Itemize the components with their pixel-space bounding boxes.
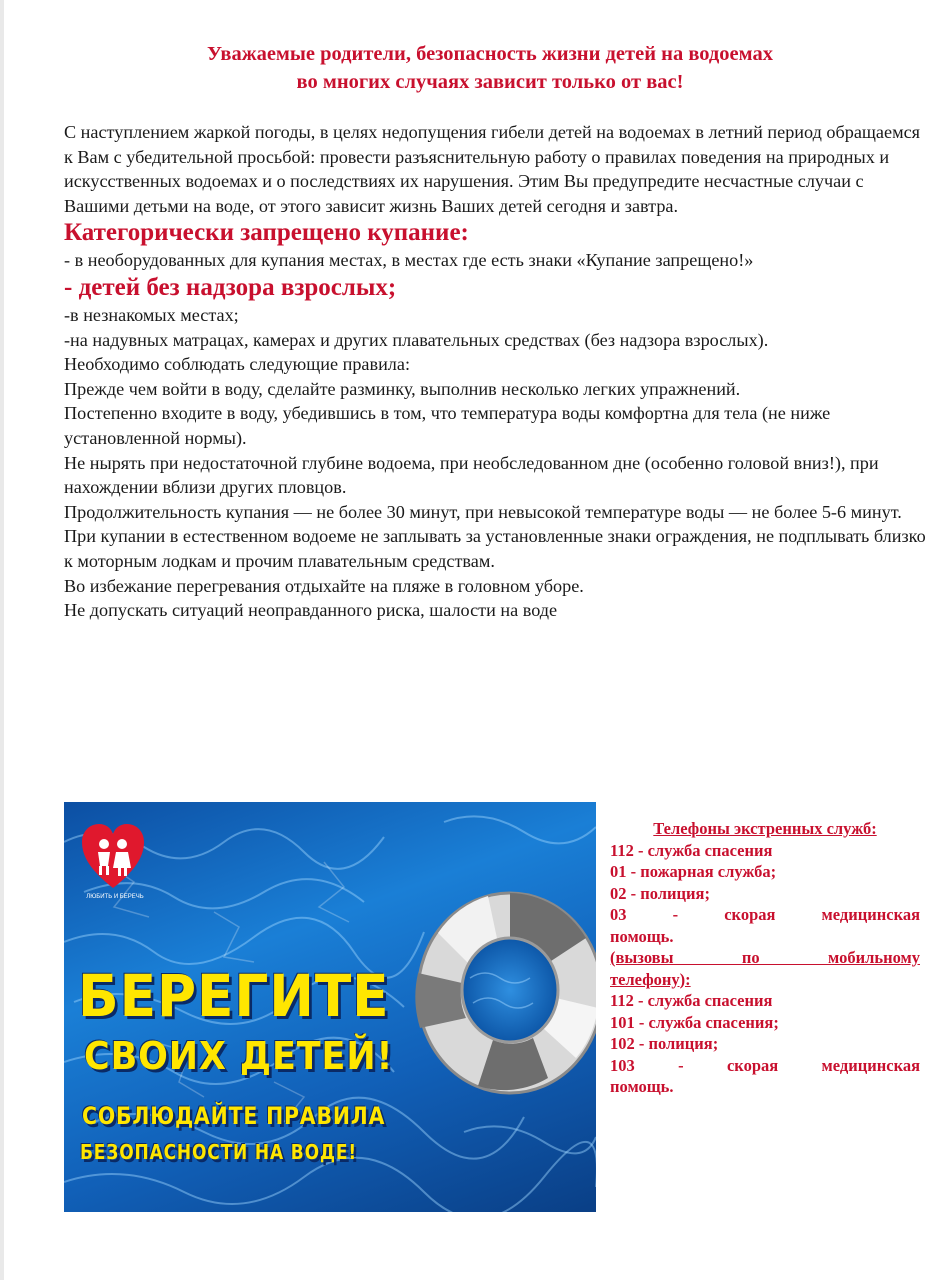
emergency-phones [610, 818, 920, 1098]
poster-subheadline: СВОИХ ДЕТЕЙ! [84, 1034, 394, 1078]
poster-tagline-1: СОБЛЮДАЙТЕ ПРАВИЛА [82, 1102, 386, 1130]
prohibition-item-1: - в необорудованных для купания местах, в местах где есть знаки «Купание запрещено!» [64, 250, 754, 271]
prohibition-heading-children: - детей без надзора взрослых; [64, 273, 397, 301]
lifebuoy-icon [398, 878, 596, 1098]
page-edge [0, 0, 4, 1280]
logo-caption: ЛЮБИТЬ И БЕРЕЧЬ [86, 894, 144, 900]
page-title [60, 40, 920, 96]
prohibition-heading: Категорически запрещено купание: [64, 219, 469, 247]
phones-header: Телефоны экстренных служб: [653, 819, 877, 838]
phone-item-ambulance: 03 - скорая медицинская [610, 905, 920, 924]
phone-item: 102 - полиция; [610, 1034, 719, 1053]
title-line-2: во многих случаях зависит только от вас! [296, 71, 684, 93]
heart-children-logo [80, 822, 146, 892]
phone-item-ambulance-cont: помощь. [610, 1077, 674, 1096]
title-line-1: Уважаемые родители, безопасность жизни детей на водоемах [207, 43, 773, 65]
phone-item: 101 - служба спасения; [610, 1012, 779, 1032]
phone-item-ambulance-cont: помощь. [610, 926, 674, 946]
poster-tagline-2: БЕЗОПАСНОСТИ НА ВОДЕ! [80, 1140, 357, 1164]
phone-item: 02 - полиция; [610, 883, 710, 903]
phone-item: 112 - служба спасения [610, 840, 773, 860]
article-body [64, 120, 926, 623]
rule-item: Не допускать ситуаций неоправданного риска, шалости на воде [64, 600, 558, 621]
rule-item: Во избежание перегревания отдыхайте на пляже в головном уборе. [64, 575, 584, 596]
rule-item: Продолжительность купания — не более 30 минут, при невысокой температуре воды — не более 5-6 минут. [64, 501, 902, 522]
rule-item: При купании в естественном водоеме не заплывать за установленные знаки ограждения, не подплывать близко к моторным лодкам и прочим плавательным средствам. [64, 526, 926, 571]
water-safety-poster [64, 802, 596, 1212]
prohibition-item-3: -на надувных матрацах, камерах и других плавательных средствах (без надзора взрослых). [64, 329, 769, 350]
rules-intro: Необходимо соблюдать следующие правила: [64, 354, 411, 375]
rule-item: Постепенно входите в воду, убедившись в том, что температура воды комфортна для тела (не ниже установленной нормы). [64, 403, 831, 448]
poster-headline: БЕРЕГИТЕ [78, 962, 390, 1030]
prohibition-item-2: -в незнакомых местах; [64, 304, 239, 325]
rule-item: Не нырять при недостаточной глубине водоема, при необследованном дне (особенно головой вниз!), при нахождении вблизи других пловцов. [64, 452, 879, 498]
phone-item: 112 - служба спасения [610, 991, 773, 1010]
intro-paragraph: С наступлением жаркой погоды, в целях недопущения гибели детей на водоемах в летний период обращаемся к Вам с убедительной просьбой: провести разъяснительную работу о правилах поведения на природных и искусственных водоемах и о последствиях их нарушения. Этим Вы предупредите несчастные случаи с Вашими детьми на воде, от этого зависит жизнь Ваших детей сегодня и завтра. [64, 122, 921, 216]
rule-item: Прежде чем войти в воду, сделайте разминку, выполнив несколько легких упражнений. [64, 378, 741, 399]
mobile-phones-header-cont: телефону): [610, 969, 691, 989]
phone-item: 01 - пожарная служба; [610, 862, 777, 881]
phone-item-ambulance: 103 - скорая медицинская [610, 1055, 920, 1075]
mobile-phones-header: (вызовы по мобильному [610, 948, 920, 967]
